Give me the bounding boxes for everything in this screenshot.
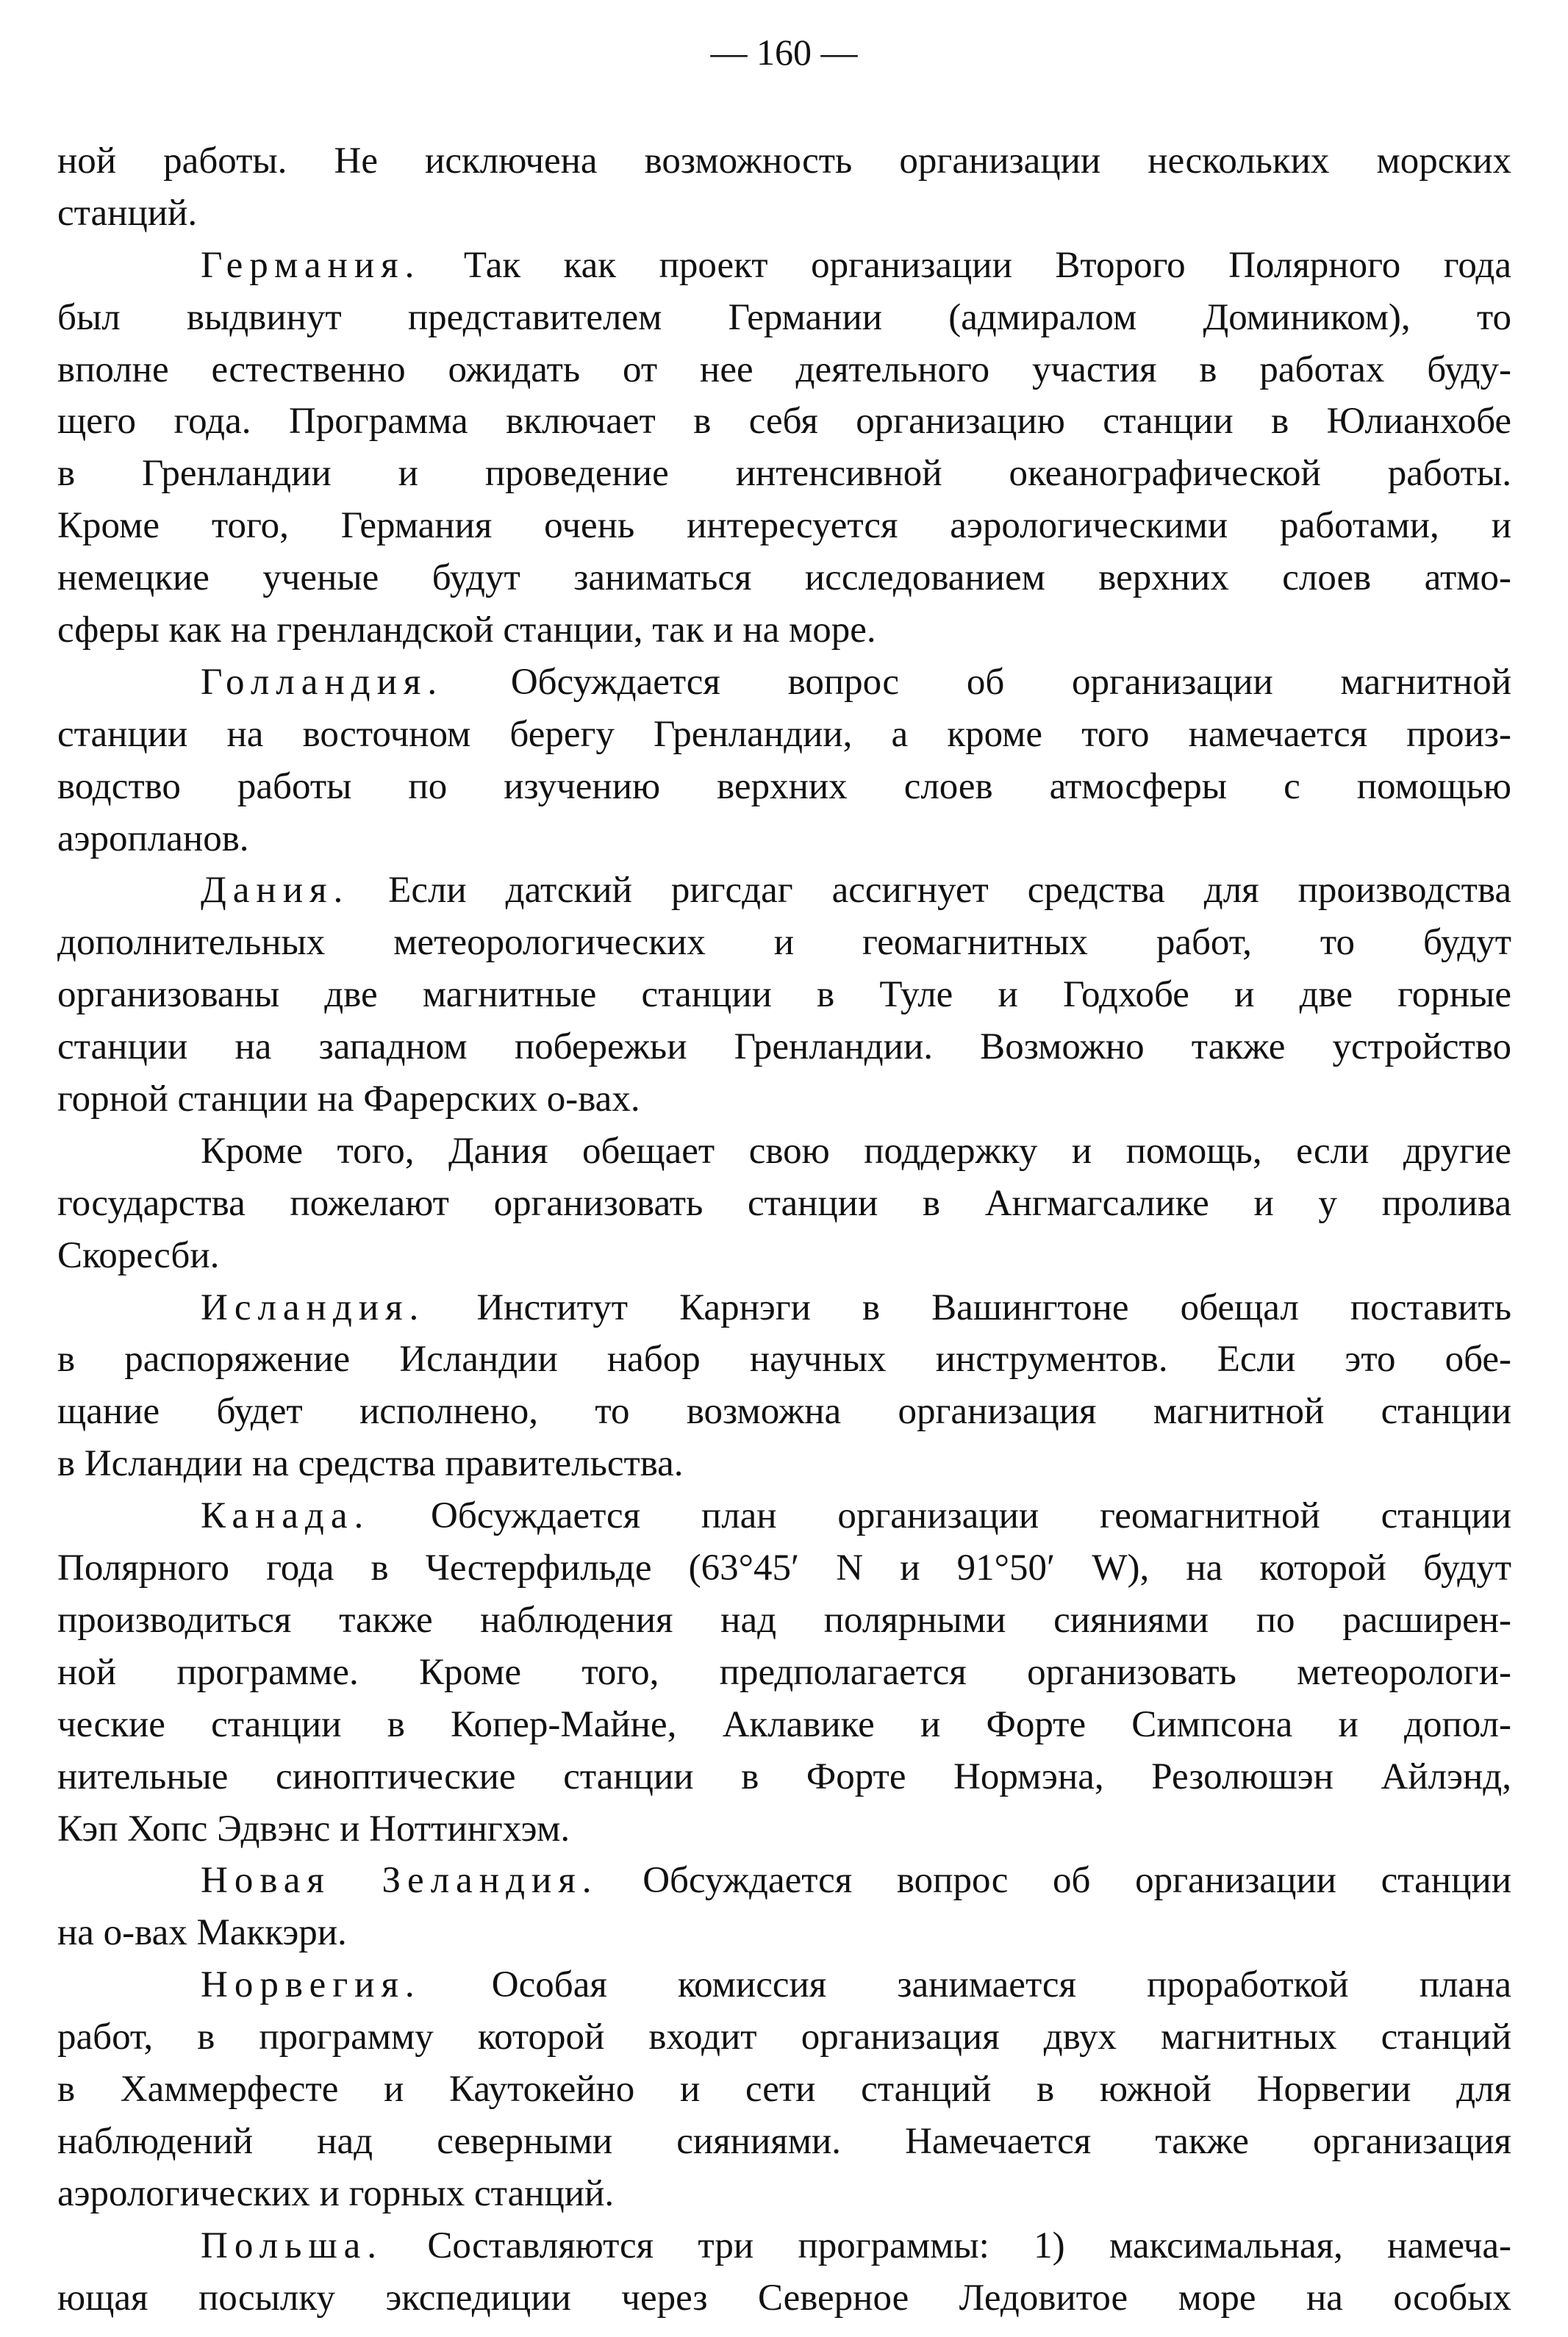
line-text: организованы две магнитные станции в Туле и Годхобе и две горные bbox=[57, 974, 1511, 1016]
line-text: Так как проект организации Второго Полярного года bbox=[420, 244, 1511, 286]
line-text: аэропланов. bbox=[57, 817, 249, 859]
text-line bbox=[57, 761, 1511, 813]
paragraph bbox=[57, 865, 1511, 1125]
text-line bbox=[57, 2116, 1511, 2168]
text-line bbox=[57, 604, 1511, 656]
section-heading: Германия. bbox=[201, 244, 421, 286]
line-text: ной программе. Кроме того, предполагается организовать метеорологи- bbox=[57, 1651, 1511, 1693]
page-number: — 160 — bbox=[710, 32, 858, 73]
line-text: Если датский ригсдаг ассигнует средства для производства bbox=[349, 870, 1511, 912]
text-line bbox=[57, 1907, 1511, 1959]
paragraph bbox=[57, 1959, 1511, 2219]
line-text: Кроме того, Дания обещает свою поддержку и помощь, если другие bbox=[201, 1130, 1511, 1172]
text-line bbox=[57, 552, 1511, 604]
text-line bbox=[57, 240, 1511, 292]
text-line bbox=[57, 1595, 1511, 1647]
text-line bbox=[57, 1021, 1511, 1073]
section-heading: Норвегия. bbox=[201, 1964, 421, 2006]
text-line bbox=[57, 1490, 1511, 1542]
text-line bbox=[57, 2168, 1511, 2220]
line-text: ющая посылку экспедиции через Северное Ледовитое море на особых bbox=[57, 2277, 1511, 2319]
line-text: водство работы по изучению верхних слоев атмосферы с помощью bbox=[57, 765, 1511, 807]
line-text: ческие станции в Копер-Майне, Аклавике и Форте Симпсона и допол- bbox=[57, 1703, 1511, 1745]
text-line bbox=[57, 813, 1511, 865]
text-line bbox=[57, 969, 1511, 1021]
text-line bbox=[57, 656, 1511, 709]
line-text: станций. bbox=[57, 192, 198, 234]
line-text: немецкие ученые будут заниматься исследованием верхних слоев атмо- bbox=[57, 557, 1511, 599]
line-text: Кроме того, Германия очень интересуется аэрологическими работами, и bbox=[57, 505, 1511, 547]
text-line bbox=[57, 187, 1511, 240]
text-line bbox=[57, 1230, 1511, 1282]
line-text: наблюдений над северными сияниями. Намечается также организация bbox=[57, 2120, 1511, 2162]
text-line bbox=[57, 1282, 1511, 1334]
line-text: в Гренландии и проведение интенсивной океанографической работы. bbox=[57, 453, 1511, 495]
section-heading: Исландия. bbox=[201, 1286, 426, 1328]
section-heading: Дания. bbox=[201, 870, 350, 912]
line-text: Институт Карнэги в Вашингтоне обещал поставить bbox=[425, 1286, 1511, 1328]
paragraph bbox=[57, 656, 1511, 865]
line-text: вполне естественно ожидать от нее деятельного участия в работах буду- bbox=[57, 348, 1511, 390]
line-text: был выдвинут представителем Германии (адмиралом Домиником), то bbox=[57, 296, 1511, 338]
text-line bbox=[57, 1073, 1511, 1125]
line-text: на о-вах Маккэри. bbox=[57, 1912, 347, 1954]
section-heading: Новая Зеландия. bbox=[201, 1860, 598, 1902]
line-text: щание будет исполнено, то возможна организация магнитной станции bbox=[57, 1391, 1511, 1433]
text-line bbox=[57, 1751, 1511, 1803]
paragraph bbox=[57, 135, 1511, 240]
text-line bbox=[57, 396, 1511, 448]
line-text: сферы как на гренландской станции, так и на море. bbox=[57, 609, 876, 651]
text-line bbox=[57, 2011, 1511, 2064]
paragraph bbox=[57, 1125, 1511, 1282]
paragraph bbox=[57, 1855, 1511, 1959]
text-line bbox=[57, 1855, 1511, 1907]
line-text: горной станции на Фарерских о-вах. bbox=[57, 1078, 640, 1120]
text-line bbox=[57, 1959, 1511, 2011]
line-text: Составляются три программы: 1) максимальная, намеча- bbox=[383, 2225, 1511, 2266]
line-text: Обсуждается вопрос об организации магнитной bbox=[443, 661, 1511, 703]
text-line bbox=[57, 1125, 1511, 1178]
line-text: станции на западном побережьи Гренландии. Возможно также устройство bbox=[57, 1026, 1511, 1068]
section-heading: Польша. bbox=[201, 2225, 384, 2266]
text-line bbox=[57, 135, 1511, 187]
section-heading: Канада. bbox=[201, 1495, 370, 1537]
line-text: Обсуждается план организации геомагнитной станции bbox=[370, 1495, 1511, 1537]
text-line bbox=[57, 448, 1511, 500]
line-text: производиться также наблюдения над полярными сияниями по расширен- bbox=[57, 1599, 1511, 1641]
line-text: ной работы. Не исключена возможность организации нескольких морских bbox=[57, 140, 1511, 182]
line-text: щего года. Программа включает в себя организацию станции в Юлианхобе bbox=[57, 401, 1511, 443]
line-text: Скоресби. bbox=[57, 1234, 220, 1276]
line-text: Полярного года в Честерфильде (63°45′ N и 91°50′ W), на которой будут bbox=[57, 1547, 1511, 1589]
text-line bbox=[57, 1178, 1511, 1230]
line-text: нительные синоптические станции в Форте Нормэна, Резолюшэн Айлэнд, bbox=[57, 1756, 1511, 1797]
text-line bbox=[57, 1803, 1511, 1855]
paragraph bbox=[57, 2220, 1511, 2325]
paragraph bbox=[57, 1490, 1511, 1855]
line-text: в распоряжение Исландии набор научных инструментов. Если это обе- bbox=[57, 1339, 1511, 1381]
text-line bbox=[57, 2220, 1511, 2272]
line-text: работ, в программу которой входит организация двух магнитных станций bbox=[57, 2016, 1511, 2058]
text-line bbox=[57, 1438, 1511, 1490]
page-body bbox=[57, 135, 1511, 2324]
line-text: государства пожелают организовать станции в Ангмагсалике и у пролива bbox=[57, 1182, 1511, 1224]
line-text: Кэп Хопс Эдвэнс и Ноттингхэм. bbox=[57, 1808, 570, 1850]
text-line bbox=[57, 500, 1511, 552]
text-line bbox=[57, 1334, 1511, 1386]
text-line bbox=[57, 1647, 1511, 1699]
line-text: в Хаммерфесте и Каутокейно и сети станций в южной Норвегии для bbox=[57, 2068, 1511, 2110]
text-line bbox=[57, 292, 1511, 344]
line-text: Особая комиссия занимается проработкой плана bbox=[420, 1964, 1511, 2006]
text-line bbox=[57, 2064, 1511, 2116]
text-line bbox=[57, 865, 1511, 917]
line-text: в Исландии на средства правительства. bbox=[57, 1443, 684, 1485]
paragraph bbox=[57, 1282, 1511, 1491]
section-heading: Голландия. bbox=[201, 661, 444, 703]
text-line bbox=[57, 344, 1511, 396]
line-text: Обсуждается вопрос об организации станции bbox=[598, 1860, 1511, 1902]
line-text: дополнительных метеорологических и геомагнитных работ, то будут bbox=[57, 922, 1511, 964]
text-line bbox=[57, 2272, 1511, 2325]
line-text: станции на восточном берегу Гренландии, а кроме того намечается произ- bbox=[57, 713, 1511, 755]
text-line bbox=[57, 917, 1511, 969]
text-line bbox=[57, 1386, 1511, 1438]
line-text: аэрологических и горных станций. bbox=[57, 2172, 615, 2214]
text-line bbox=[57, 709, 1511, 761]
paragraph bbox=[57, 240, 1511, 656]
text-line bbox=[57, 1542, 1511, 1595]
text-line bbox=[57, 1699, 1511, 1751]
